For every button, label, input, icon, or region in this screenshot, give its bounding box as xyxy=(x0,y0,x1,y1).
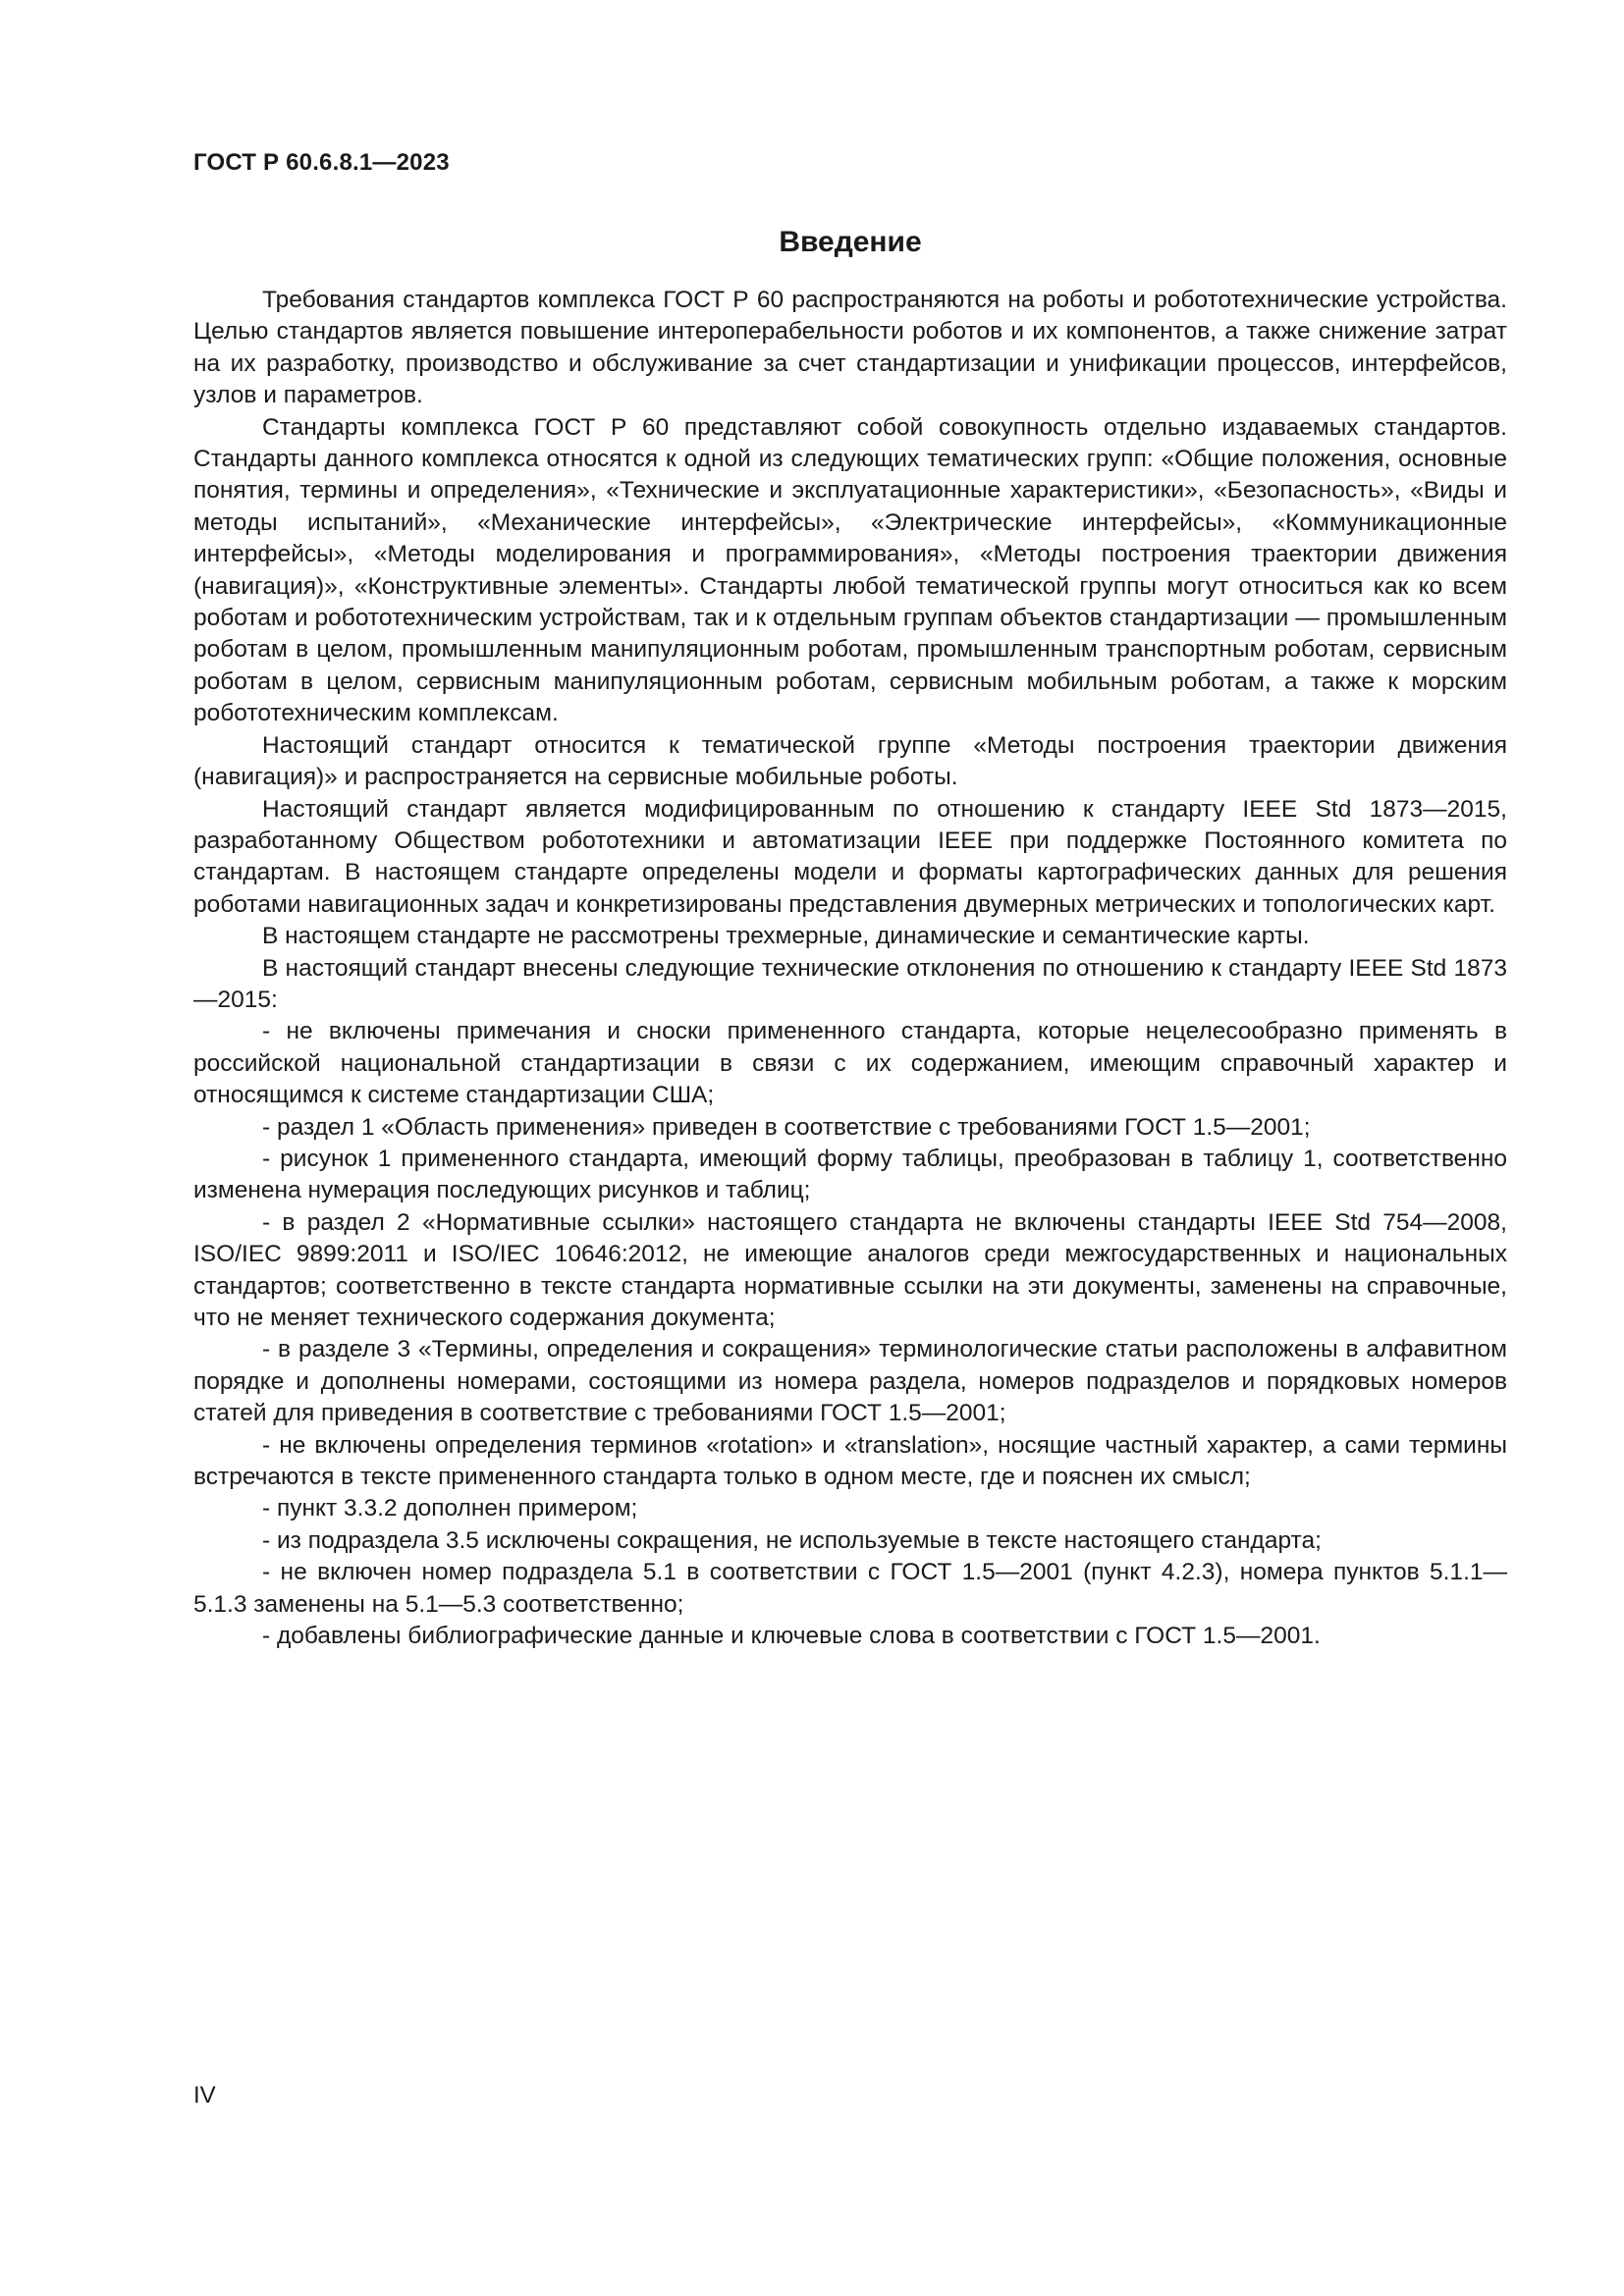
page-number: IV xyxy=(193,2082,216,2109)
document-code: ГОСТ Р 60.6.8.1—2023 xyxy=(193,149,450,176)
list-item: - в раздел 2 «Нормативные ссылки» настоящего стандарта не включены стандарты IEEE Std 754—2008, ISO/IEC 9899:2011 и ISO/IEC 10646:2012, не имеющие аналогов среди межгосударственных и национальных стандартов; соответственно в тексте стандарта нормативные ссылки на эти документы, заменены на справочные, что не меняет технического содержания документа; xyxy=(193,1208,1507,1331)
paragraph: Настоящий стандарт является модифицированным по отношению к стандарту IEEE Std 1873—2015, разработанному Обществом робототехники и автоматизации IEEE при поддержке Постоянного комитета по стандартам. В настоящем стандарте определены модели и форматы картографических данных для решения роботами навигационных задач и конкретизированы представления двумерных метрических и топологических карт. xyxy=(193,795,1507,918)
list-item: - не включены определения терминов «rotation» и «translation», носящие частный характер, а сами термины встречаются в тексте примененного стандарта только в одном месте, где и пояснен их смысл; xyxy=(193,1431,1507,1491)
section-title: Введение xyxy=(779,226,922,258)
list-item: - не включен номер подраздела 5.1 в соответствии с ГОСТ 1.5—2001 (пункт 4.2.3), номера пунктов 5.1.1—5.1.3 заменены на 5.1—5.3 соответственно; xyxy=(193,1559,1507,1618)
paragraph: Требования стандартов комплекса ГОСТ Р 60 распространяются на роботы и робототехнические устройства. Целью стандартов является повышение интероперабельности роботов и их компонентов, а также снижение затрат на их разработку, производство и обслуживание за счет стандартизации и унификации процессов, интерфейсов, узлов и параметров. xyxy=(193,287,1507,409)
list-item: - из подраздела 3.5 исключены сокращения, не используемые в тексте настоящего стандарта; xyxy=(262,1526,1322,1554)
paragraph: Стандарты комплекса ГОСТ Р 60 представляют собой совокупность отдельно издаваемых стандартов. Стандарты данного комплекса относятся к одной из следующих тематических групп: «Общие положения, основные понятия, термины и определения», «Технические и эксплуатационные характеристики», «Безопасность», «Виды и методы испытаний», «Механические интерфейсы», «Электрические интерфейсы», «Коммуникационные интерфейсы», «Методы моделирования и программирования», «Методы построения траектории движения (навигация)», «Конструктивные элементы». Стандарты любой тематической группы могут относиться как ко всем роботам и робототехническим устройствам, так и к отдельным группам объектов стандартизации — промышленным роботам в целом, промышленным манипуляционным роботам, промышленным транспортным роботам, сервисным роботам в целом, сервисным манипуляционным роботам, сервисным мобильным роботам, а также к морским робототехническим комплексам. xyxy=(193,413,1507,727)
list-item: - добавлены библиографические данные и ключевые слова в соответствии с ГОСТ 1.5—2001. xyxy=(262,1623,1321,1650)
list-item: - не включены примечания и сноски примененного стандарта, которые нецелесообразно применять в российской национальной стандартизации в связи с их содержанием, имеющим справочный характер и относящимся к системе стандартизации США; xyxy=(193,1018,1507,1109)
body-text xyxy=(193,285,1507,1652)
list-item: - раздел 1 «Область применения» приведен в соответствие с требованиями ГОСТ 1.5—2001; xyxy=(262,1113,1311,1141)
paragraph: В настоящем стандарте не рассмотрены трехмерные, динамические и семантические карты. xyxy=(262,923,1310,950)
list-item: - рисунок 1 примененного стандарта, имеющий форму таблицы, преобразован в таблицу 1, соответственно изменена нумерация последующих рисунков и таблиц; xyxy=(193,1145,1507,1204)
paragraph: В настоящий стандарт внесены следующие технические отклонения по отношению к стандарту IEEE Std 1873—2015: xyxy=(193,954,1507,1013)
list-item: - пункт 3.3.2 дополнен примером; xyxy=(262,1495,638,1522)
paragraph: Настоящий стандарт относится к тематической группе «Методы построения траектории движения (навигация)» и распространяется на сервисные мобильные роботы. xyxy=(193,731,1507,791)
list-item: - в разделе 3 «Термины, определения и сокращения» терминологические статьи расположены в алфавитном порядке и дополнены номерами, состоящими из номера раздела, номеров подразделов и порядковых номеров статей для приведения в соответствие с требованиями ГОСТ 1.5—2001; xyxy=(193,1336,1507,1427)
